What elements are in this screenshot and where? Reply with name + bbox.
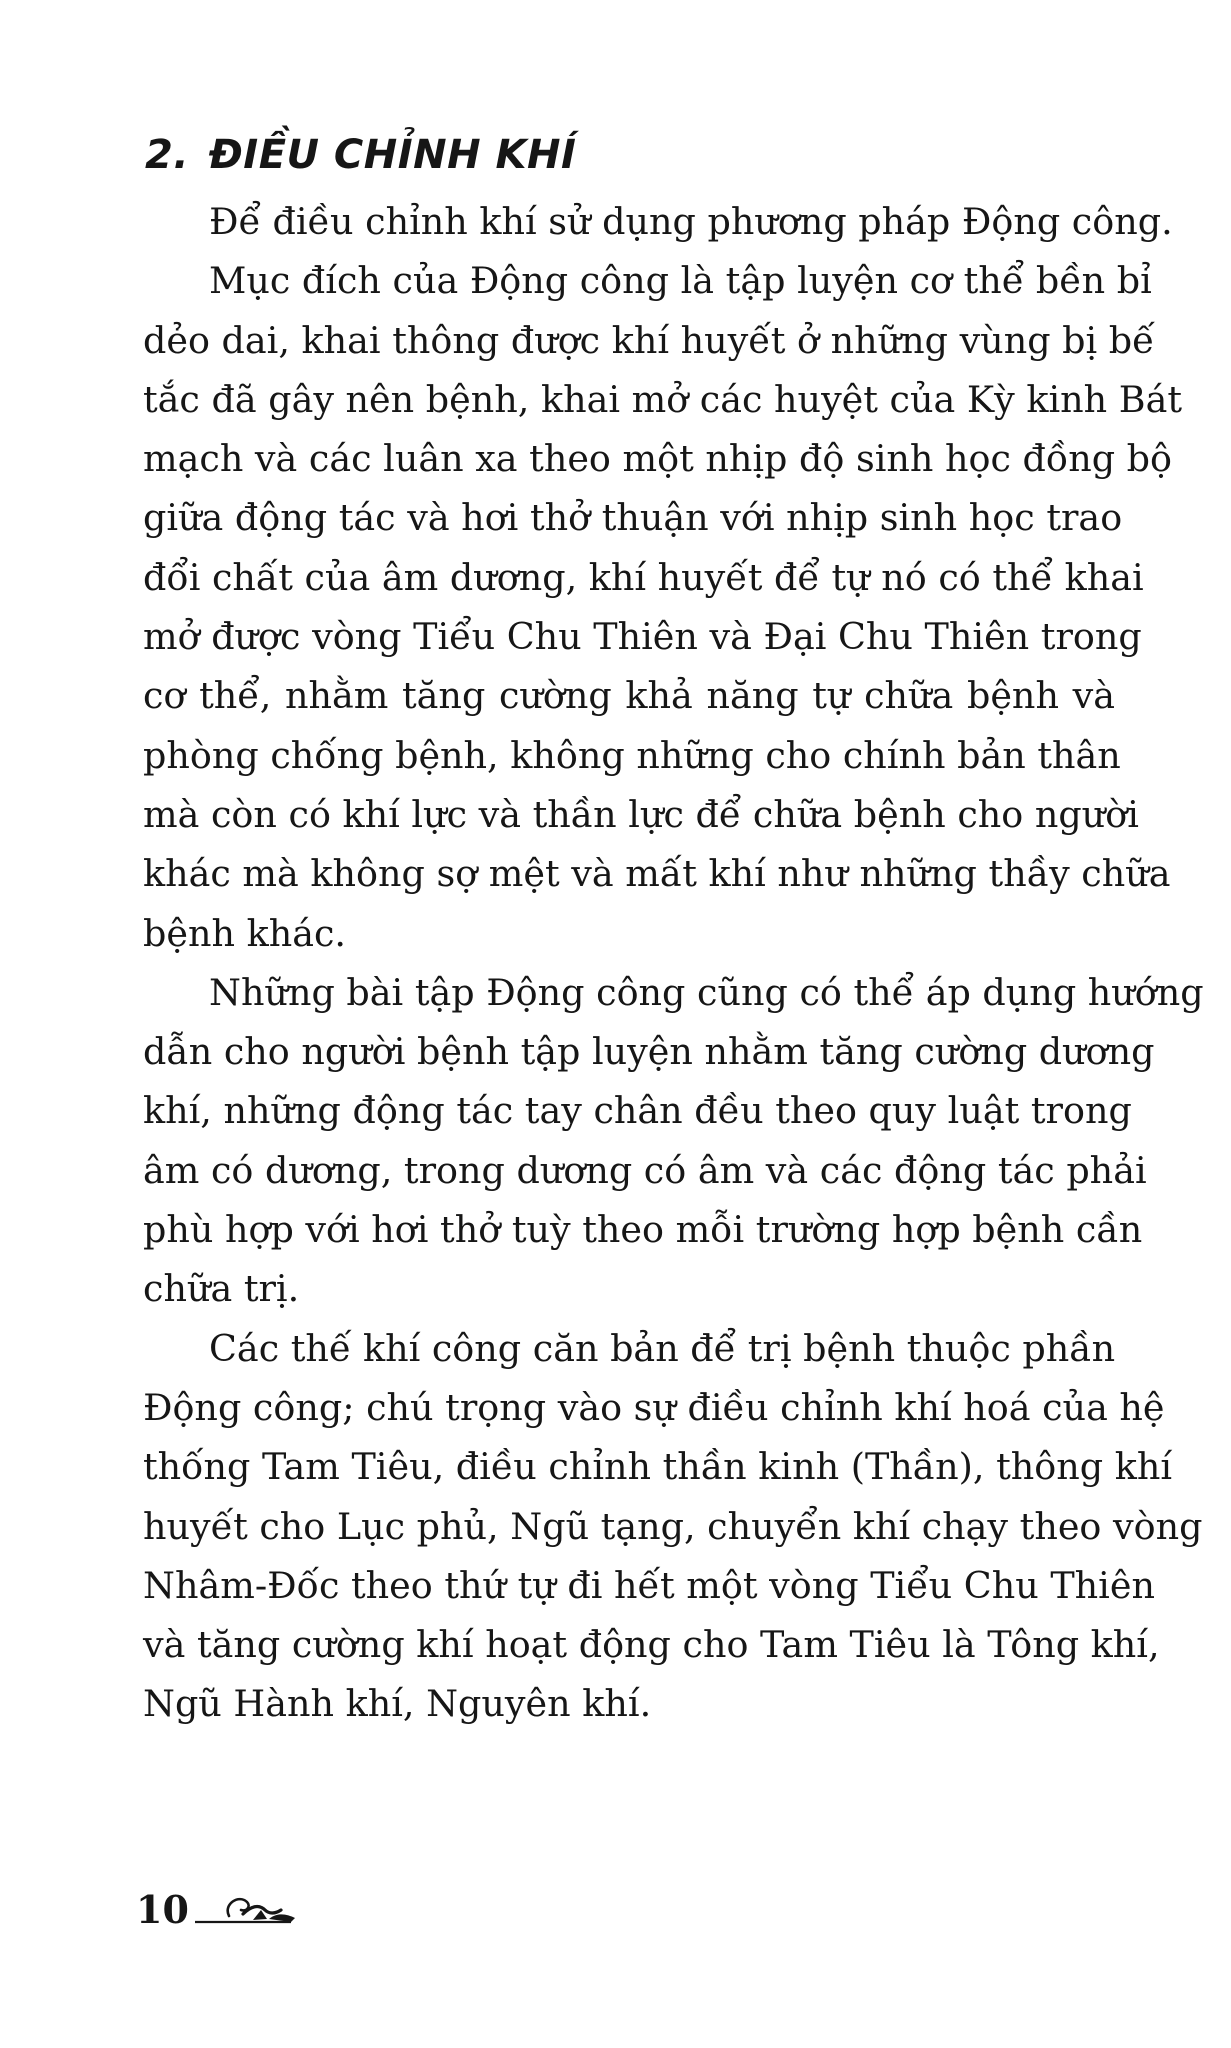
text-line: dẻo dai, khai thông được khí huyết ở những vùng bị bế (143, 318, 1155, 362)
quill-flourish-icon (195, 1892, 307, 1926)
text-line: phù hợp với hơi thở tuỳ theo mỗi trường hợp bệnh cần (143, 1208, 1143, 1252)
text-line: phòng chống bệnh, không những cho chính bản thân (143, 733, 1121, 777)
text-line: mạch và các luân xa theo một nhịp độ sinh học đồng bộ (143, 437, 1173, 481)
text-line: đổi chất của âm dương, khí huyết để tự nó có thể khai (143, 555, 1144, 599)
text-line: mở được vòng Tiểu Chu Thiên và Đại Chu Thiên trong (143, 615, 1142, 659)
paragraph (143, 963, 1204, 1319)
text-line: huyết cho Lục phủ, Ngũ tạng, chuyển khí chạy theo vòng (143, 1504, 1203, 1548)
section-number: 2. (145, 132, 190, 178)
paragraph (143, 1319, 1203, 1734)
text-line: âm có dương, trong dương có âm và các động tác phải (143, 1148, 1147, 1192)
text-line: tắc đã gây nên bệnh, khai mở các huyệt của Kỳ kinh Bát (143, 377, 1183, 421)
body-text (143, 192, 1204, 1734)
text-line: dẫn cho người bệnh tập luyện nhằm tăng cường dương (143, 1030, 1155, 1074)
text-line: Ngũ Hành khí, Nguyên khí. (143, 1682, 652, 1726)
text-line: Mục đích của Động công là tập luyện cơ thể bền bỉ (209, 259, 1152, 303)
text-line: mà còn có khí lực và thần lực để chữa bệnh cho người (143, 792, 1139, 836)
text-line: thống Tam Tiêu, điều chỉnh thần kinh (Thần), thông khí (143, 1445, 1173, 1489)
text-line: và tăng cường khí hoạt động cho Tam Tiêu là Tông khí, (143, 1623, 1160, 1667)
section-title: ĐIỀU CHỈNH KHÍ (209, 132, 577, 178)
text-line: Để điều chỉnh khí sử dụng phương pháp Động công. (209, 200, 1173, 243)
page-number: 10 (136, 1887, 189, 1932)
text-line: Các thế khí công căn bản để trị bệnh thuộc phần (209, 1326, 1116, 1370)
text-line: Động công; chú trọng vào sự điều chỉnh khí hoá của hệ (143, 1385, 1165, 1429)
section-heading (145, 132, 576, 178)
text-line: Những bài tập Động công cũng có thể áp dụng hướng (209, 970, 1204, 1014)
text-line: chữa trị. (143, 1267, 300, 1311)
text-line: khác mà không sợ mệt và mất khí như những thầy chữa (143, 852, 1171, 896)
text-line: bệnh khác. (143, 911, 347, 955)
page-footer (136, 1887, 307, 1932)
paragraph (143, 251, 1183, 963)
text-line: Nhâm-Đốc theo thứ tự đi hết một vòng Tiểu Chu Thiên (143, 1563, 1155, 1607)
text-line: giữa động tác và hơi thở thuận với nhịp sinh học trao (143, 496, 1123, 540)
text-line: khí, những động tác tay chân đều theo quy luật trong (143, 1089, 1132, 1133)
text-line: cơ thể, nhằm tăng cường khả năng tự chữa bệnh và (143, 674, 1115, 718)
paragraph (143, 192, 1173, 251)
